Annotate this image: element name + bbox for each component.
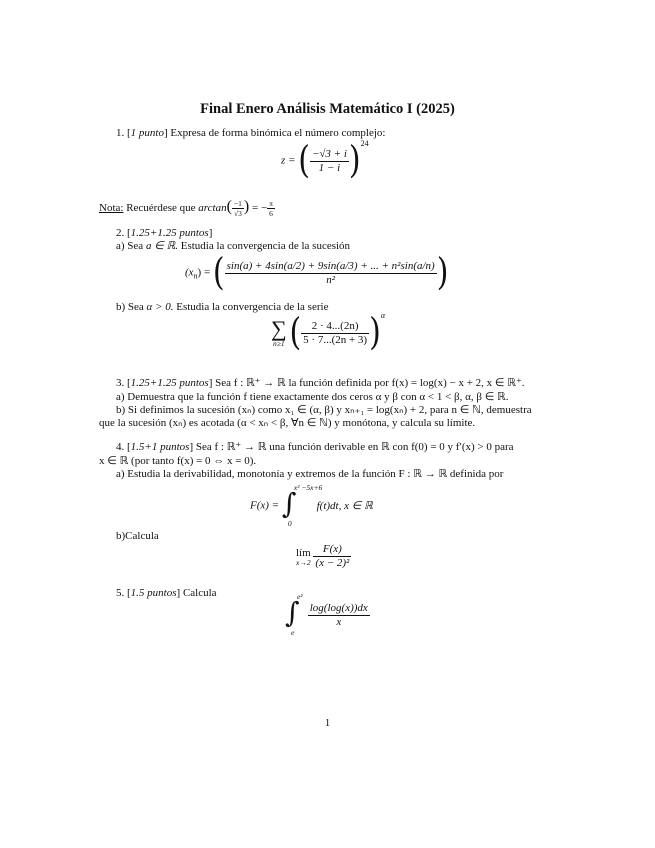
denominator: n² [326, 273, 336, 286]
denominator: 6 [269, 209, 273, 218]
problem-4-line-2: x ∈ ℝ (por tanto f(x) = 0 ⇔ x = 0). [99, 455, 257, 467]
integrand-fraction [308, 602, 370, 629]
points: 1.5 puntos [130, 587, 177, 599]
points: 1 punto [130, 127, 164, 139]
integral-symbol: ∫ e² e [285, 592, 303, 637]
limit-expression [296, 543, 351, 570]
problem-3-line-3: b) Si definimos la sucesión (xₙ) como x₁ ∈ (α, β) y xₙ₊₁ = log(xₙ) + 2, para n ∈ ℕ, demuestra [116, 404, 532, 416]
F-definition-equation [250, 483, 373, 528]
problem-text: Sea f : ℝ⁺ → ℝ una función derivable en ℝ con f(0) = 0 y f′(x) > 0 para [195, 441, 514, 453]
problem-text: Expresa de forma binómica el número complejo: [170, 127, 386, 139]
sequence-fraction [225, 260, 437, 287]
nota-label: Nota: [99, 202, 124, 215]
problem-number: 2. [116, 227, 125, 239]
numerator: log(log(x))dx [309, 601, 368, 614]
eq-lhs: z = [281, 154, 296, 167]
left-paren: ( [298, 138, 310, 183]
part-text: Estudia la convergencia de la serie [176, 301, 329, 313]
nota-frac [232, 199, 244, 218]
sum-symbol: ∑ n≥1 [271, 315, 287, 348]
left-paren: ( [212, 250, 225, 295]
problem-4-line-3: a) Estudia la derivabilidad, monotonía y extremos de la función F : ℝ → ℝ definida por [116, 468, 504, 480]
fraction [310, 148, 349, 175]
exponent: α [380, 310, 386, 320]
problem-number: 4. [116, 441, 125, 453]
part-label: a) Sea [116, 240, 144, 252]
upper-limit: x² −5x+6 [293, 483, 323, 492]
seq-lhs: (x [185, 266, 194, 279]
complex-number-equation [281, 138, 369, 183]
problem-3-line-2: a) Demuestra que la función f tiene exactamente dos ceros α y β con α < 1 < β, α, β ∈ ℝ. [116, 391, 509, 403]
problem-text: Sea f : ℝ⁺ → ℝ la función definida por f(x) = log(x) − x + 2, x ∈ ℝ⁺. [215, 377, 525, 389]
part-text: Estudia la convergencia de la sucesión [180, 240, 351, 252]
problem-number: 1. [116, 127, 125, 139]
nota-line: Nota: Recuérdese que arctan( $\frac{-1}{√3}$ ) = − $\frac{\pi}{6}$ [99, 198, 273, 218]
points: 1.5+1 puntos [130, 441, 190, 453]
exponent: 24 [360, 138, 369, 148]
seq-lhs-end: ) = [197, 266, 211, 279]
problem-number: 3. [116, 377, 125, 389]
arctan-func: arctan [198, 202, 227, 215]
limit-operator [296, 547, 311, 567]
problem-1-header: 1. [1 punto] Expresa de forma binómica el número complejo: [116, 127, 386, 139]
series-fraction [301, 320, 369, 347]
problem-2-header: 2. [1.25+1.25 puntos] [116, 227, 213, 239]
numerator: F(x) [313, 543, 351, 557]
numerator: −1 [233, 199, 242, 208]
eq-rhs: f(t)dt, x ∈ ℝ [316, 499, 373, 512]
integral-symbol: ∫ x² −5x+6 0 [281, 483, 323, 528]
problem-4b-label: b)Calcula [116, 530, 159, 542]
series-equation [271, 310, 386, 355]
nota-text: Recuérdese que [126, 202, 196, 215]
right-paren: ) [369, 310, 381, 355]
numerator: sin(a) + 4sin(a/2) + 9sin(a/3) + ... + n²sin(a/n) [226, 259, 435, 272]
numerator: π [269, 199, 273, 208]
eq-lhs: F(x) = [250, 499, 280, 512]
points: 1.25+1.25 puntos [130, 227, 209, 239]
upper-limit: e² [297, 592, 303, 601]
lower-limit: 0 [287, 519, 292, 528]
sequence-equation [185, 250, 449, 295]
denominator: x [336, 615, 342, 628]
sum-limit: n≥1 [273, 338, 285, 348]
limit-fraction [313, 543, 351, 570]
lower-limit: e [291, 628, 295, 637]
numerator: −√3 + i [311, 147, 347, 160]
problem-4-line-1: 4. [1.5+1 puntos] Sea f : ℝ⁺ → ℝ una función derivable en ℝ con f(0) = 0 y f′(x) > 0 para [116, 441, 514, 453]
part-math: α > 0. [146, 301, 174, 313]
seq-sub: n [193, 271, 198, 281]
part-math: a ∈ ℝ. [145, 240, 178, 252]
numerator: 2 · 4...(2n) [301, 320, 369, 334]
denominator: 1 − i [318, 161, 341, 174]
right-paren: ) [348, 138, 361, 183]
denominator: √3 [233, 209, 242, 218]
left-paren: ( [289, 310, 302, 355]
page-number: 1 [324, 717, 331, 729]
denominator: (x − 2)² [315, 557, 350, 569]
rhs-frac [267, 199, 275, 218]
part-label: b) Sea [116, 301, 144, 313]
rhs-sign: = − [251, 202, 268, 215]
denominator: 5 · 7...(2n + 3) [303, 333, 368, 346]
problem-5-header: 5. [1.5 puntos] Calcula [116, 587, 217, 599]
lim-sub: x→2 [296, 557, 311, 567]
right-paren: ) [436, 250, 449, 295]
exam-title: Final Enero Análisis Matemático I (2025) [200, 101, 455, 117]
problem-text: Calcula [182, 587, 217, 599]
points: 1.25+1.25 puntos [130, 377, 209, 389]
problem-2a [116, 240, 350, 253]
problem-number: 5. [116, 587, 125, 599]
lim-word: lím [296, 546, 311, 559]
problem-3-line-1: 3. [1.25+1.25 puntos] Sea f : ℝ⁺ → ℝ la función definida por f(x) = log(x) − x + 2, x ∈ ℝ⁺. [116, 377, 525, 389]
problem-3-line-4: que la sucesión (xₙ) es acotada (α < xₙ < β, ∀n ∈ ℕ) y monótona, y calcula su límite. [99, 417, 476, 429]
integral-expression [285, 592, 370, 637]
